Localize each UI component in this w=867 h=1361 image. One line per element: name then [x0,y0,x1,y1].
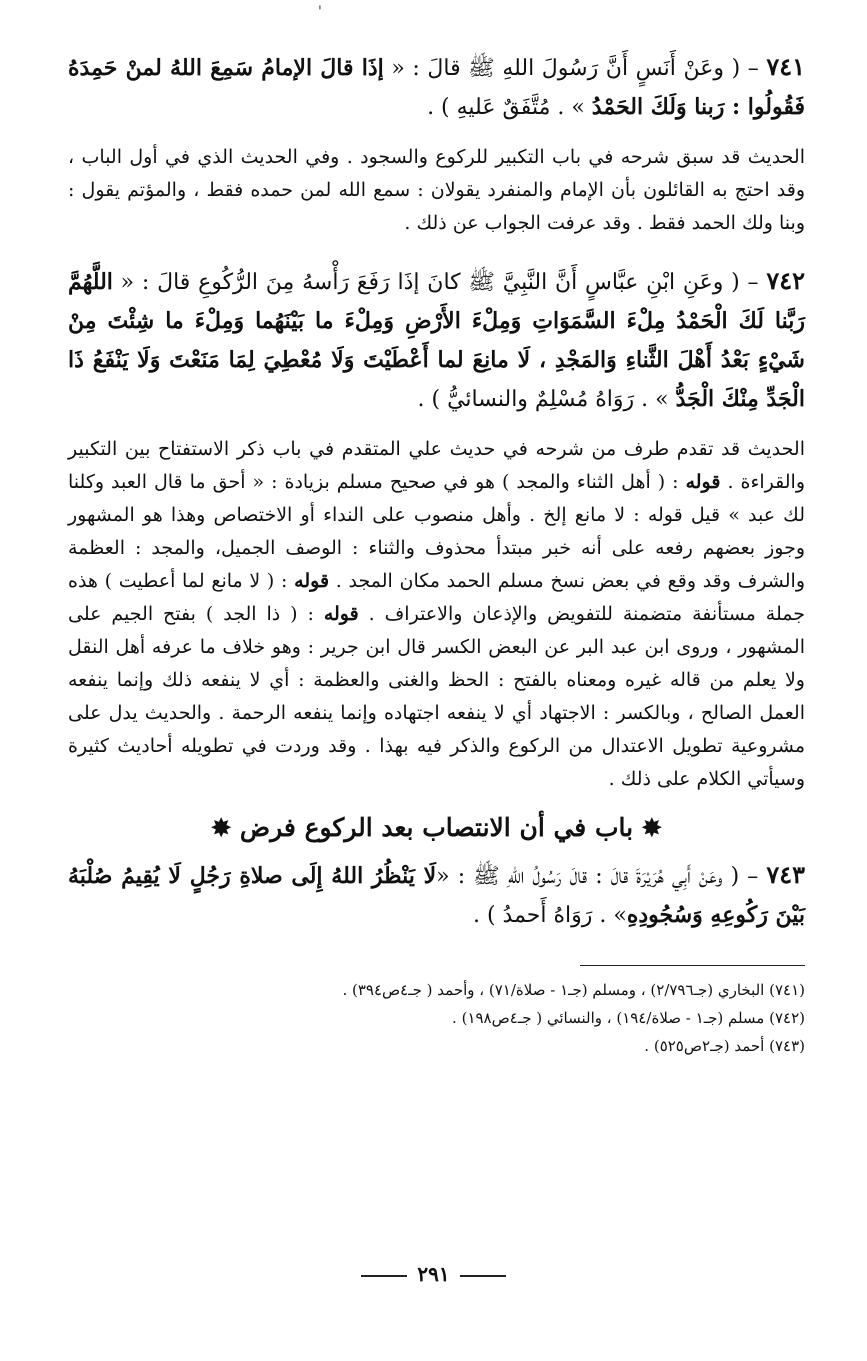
spacer [68,240,805,262]
hadith-text: اللَّهُمَّ رَبَّنا لَكَ الْحَمْدُ مِلْءَ السَّمَوَاتِ وَمِلْءَ الأَرْضِ وَمِلْءَ ما بَيْنَهُما وَمِلْءَ ما شِئْتَ مِنْ شَيْءٍ بَعْدُ أَهْلَ الثَّناءِ وَالمَجْدِ ، لَا مانِعَ لما أَعْطَيْتَ وَلَا مُعْطِيَ لِمَا مَنَعْتَ وَلَا يَنْفَعُ ذَا الْجَدِّ مِنْكَ الْجَدُّ [68,269,805,412]
footnote-741: (٧٤١) البخاري (جـ٢/٧٩٦) ، ومسلم (جـ١ - صلاة/٧١) ، وأحمد ( جـ٤ص٣٩٤) . [342,981,805,999]
footnote-742: (٧٤٢) مسلم (جـ١ - صلاة/١٩٤) ، والنسائي ( جـ٤ص١٩٨) . [452,1009,805,1027]
star-ornament-icon: ✸ [211,813,232,842]
hadith-closing: » . رَوَاهُ مُسْلِمٌ والنسائيُّ ) . [417,387,676,412]
commentary-text: : ( أهل الثناء والمجد ) هو في صحيح مسلم بزيادة : « أحق ما قال العبد وكلنا لك عبد » قيل قوله : لا مانع إلخ . وأهل منصوب على النداء أو الاختصاص وهذا هو المشهور وجوز بعضهم رفعه على أنه خبر مبتدأ محذوف والثناء : الوصف الجميل، والمجد : العظمة والشرف وقد وقع في بعض نسخ مسلم الحمد مكان المجد . [68,471,806,592]
page-number-dash [361,1275,407,1277]
hadith-742 [68,262,805,419]
chapter-heading [68,808,805,848]
hadith-intro: – ( وعَنْ أَنَسٍ أَنَّ رَسُولَ اللهِ ﷺ قالَ : « [383,56,767,81]
commentary-keyword: قوله [323,603,359,625]
commentary-text: : ( لا مانع لما أعطيت ) هذه جملة مستأنفة متضمنة للتفويض والإذعان والاعتراف . [68,570,805,625]
commentary-741: الحديث قد سبق شرحه في باب التكبير للركوع والسجود . وفي الحديث الذي في أول الباب ، وقد احتج به القائلون بأن الإمام والمنفرد يقولان : سمع الله لمن حمده فقط ، والمؤتم يقول : وبنا ولك الحمد فقط . وقد عرفت الجواب عن ذلك . [68,146,805,234]
hadith-intro: – ( وعَنْ أَبِي هُرَيْرَةَ قالَ : قالَ رَسُولُ اللهِ ﷺ : « [436,864,767,889]
top-mark: ' [318,4,322,20]
commentary-742 [68,433,805,796]
page-number-value: ٢٩١ [417,1262,450,1286]
page-number-dash [460,1275,506,1277]
hadith-text: لَا يَنْظُرُ اللهُ إِلَى صلاةِ رَجُلٍ لَا يُقِيمُ صُلْبَهُ بَيْنَ رَكُوعِهِ وَسُجُودِهِ [68,863,805,928]
hadith-741 [68,48,805,127]
hadith-closing: » . رَوَاهُ أَحمدُ ) . [472,903,627,928]
page-number [0,1262,867,1286]
commentary-text: : ( ذا الجد ) بفتح الجيم على المشهور ، وروى ابن عبد البر عن البعض الكسر قال ابن جرير : وهو خلاف ما عرفه أهل النقل ولا يعلم من قاله غيره ومعناه بالفتح : الحظ والغنى والعظمة : أي لا ينفعه ذلك وإنما ينفعه العمل الصالح ، وبالكسر : الاجتهاد أي لا ينفعه اجتهاده وإنما ينفعه الرحمة . والحديث يدل على مشروعية تطويل الاعتدال من الركوع والذكر فيه بهذا . وقد وردت في تطويله أحاديث كثيرة وسيأتي الكلام على ذلك . [68,603,805,790]
hadith-743 [68,856,805,935]
hadith-intro: – ( وعَنِ ابْنِ عبَّاسٍ أَنَّ النَّبِيَّ ﷺ كانَ إذَا رَفَعَ رَأْسهُ مِنَ الرُّكُوعِ قالَ : « [112,270,767,295]
footnotes [68,976,805,1060]
hadith-text: إذَا قالَ الإمامُ سَمِعَ اللهُ لمنْ حَمِدَهُ فَقُولُوا : رَبنا وَلَكَ الحَمْدُ [68,55,805,120]
footnote-divider [580,965,805,966]
hadith-closing: » . مُتَّفَقٌ عَليهِ ) . [427,95,592,120]
chapter-title: باب في أن الانتصاب بعد الركوع فرض [239,813,634,842]
commentary-keyword: قوله [685,471,721,493]
hadith-number: ٧٤٢ [766,266,805,295]
hadith-number: ٧٤١ [766,52,805,81]
footnote-743: (٧٤٣) أحمد (جـ٢ص٥٢٥) . [644,1037,805,1055]
star-ornament-icon: ✸ [641,813,662,842]
commentary-text: الحديث قد تقدم طرف من شرحه في حديث علي المتقدم في باب ذكر الاستفتاح بين التكبير والقراءة . [68,438,805,493]
commentary-keyword: قوله [294,570,330,592]
hadith-number: ٧٤٣ [766,860,805,889]
